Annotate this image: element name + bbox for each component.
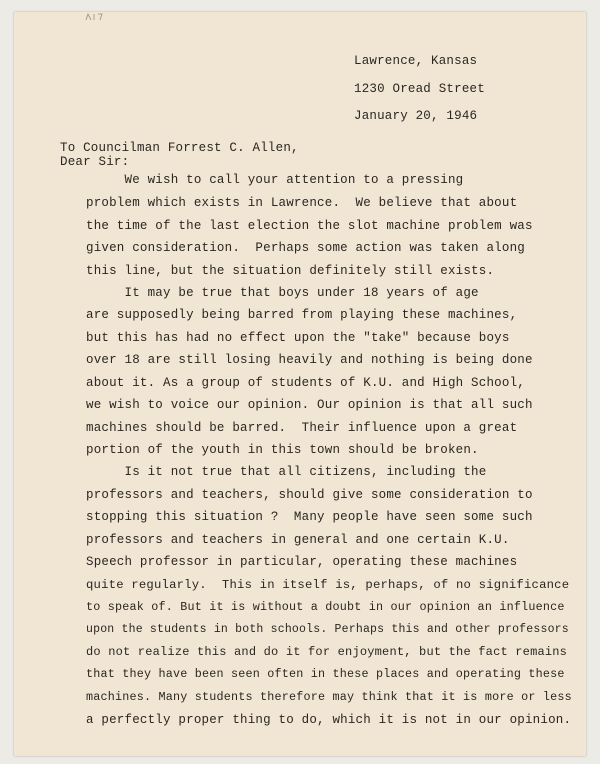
body-line: stopping this situation ? Many people have seen some such [86, 510, 533, 524]
body-line: machines. Many students therefore may think that it is more or less [86, 690, 572, 704]
letter-page [14, 12, 586, 756]
body-line: this line, but the situation definitely still exists. [86, 264, 495, 278]
corner-stamp-mark [84, 12, 106, 22]
salutation: Dear Sir: [60, 155, 130, 169]
sender-street: 1230 Oread Street [354, 82, 485, 96]
body-line: It may be true that boys under 18 years of age [86, 286, 479, 300]
body-line: are supposedly being barred from playing these machines, [86, 308, 518, 322]
body-line: machines should be barred. Their influence upon a great [86, 421, 518, 435]
body-line: We wish to call your attention to a pressing [86, 173, 464, 187]
body-line: about it. As a group of students of K.U. and High School, [86, 376, 525, 390]
body-line: to speak of. But it is without a doubt in our opinion an influence [86, 600, 565, 614]
body-line: given consideration. Perhaps some action was taken along [86, 241, 525, 255]
body-line: professors and teachers in general and one certain K.U. [86, 533, 510, 547]
body-line: but this has had no effect upon the "take" because boys [86, 331, 510, 345]
body-line: problem which exists in Lawrence. We believe that about [86, 196, 518, 210]
body-line: we wish to voice our opinion. Our opinion is that all such [86, 398, 533, 412]
body-line: a perfectly proper thing to do, which it is not in our opinion. [86, 713, 572, 727]
recipient-line: To Councilman Forrest C. Allen, [60, 141, 299, 155]
sender-city: Lawrence, Kansas [354, 54, 478, 68]
body-line: the time of the last election the slot machine problem was [86, 219, 533, 233]
letter-date: January 20, 1946 [354, 109, 478, 123]
body-line: upon the students in both schools. Perhaps this and other professors [86, 623, 569, 636]
body-line: do not realize this and do it for enjoyment, but the fact remains [86, 645, 568, 659]
body-line: Speech professor in particular, operating these machines [86, 555, 518, 569]
body-line: that they have been seen often in these places and operating these [86, 667, 565, 681]
body-line: over 18 are still losing heavily and nothing is being done [86, 353, 533, 367]
body-line: portion of the youth in this town should be broken. [86, 443, 479, 457]
body-line: quite regularly. This in itself is, perhaps, of no significance [86, 578, 570, 592]
body-line: Is it not true that all citizens, including the [86, 465, 487, 479]
body-line: professors and teachers, should give some consideration to [86, 488, 533, 502]
